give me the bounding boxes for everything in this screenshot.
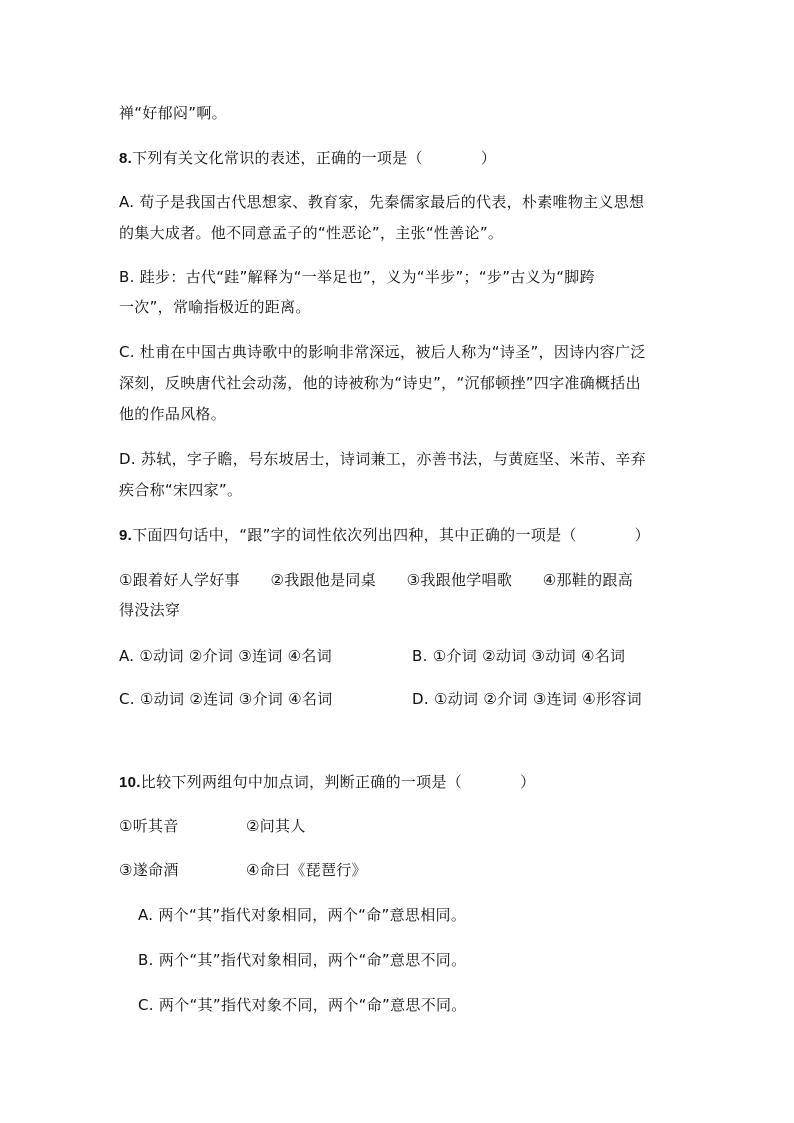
q8-option-b-line2: 一次”，常喻指极近的距离。 [119, 298, 311, 316]
question-10-text: 比较下列两组句中加点词，判断正确的一项是（ [140, 773, 463, 791]
question-8-text: 下列有关文化常识的表述，正确的一项是（ [132, 149, 423, 167]
q9-option-c: C. ①动词 ②连词 ③介词 ④名词 [119, 690, 333, 708]
q8-option-a-line2: 的集大成者。他不同意孟子的“性恶论”，主张“性善论”。 [119, 224, 504, 242]
q9-option-a: A. ①动词 ②介词 ③连词 ④名词 [119, 647, 333, 665]
q10-item-3: ③遂命酒 [119, 861, 179, 879]
question-8-close: ） [480, 149, 497, 167]
q8-option-a-line1: A. 荀子是我国古代思想家、教育家，先秦儒家最后的代表，朴素唯物主义思想 [119, 193, 645, 211]
q9-option-b: B. ①介词 ②动词 ③动词 ④名词 [412, 647, 626, 665]
question-10-stem [119, 772, 535, 793]
q10-option-b: B. 两个“其”指代对象相同，两个“命”意思不同。 [138, 951, 467, 969]
q9-sentences-line2: 得没法穿 [119, 601, 181, 619]
q10-item-4: ④命曰《琵琶行》 [246, 861, 367, 879]
question-9-stem [119, 525, 650, 546]
question-9-number: 9. [119, 527, 133, 544]
q8-option-b-line1: B. 跬步：古代“跬”解释为“一举足也”，义为“半步”；“步”古义为“脚跨 [119, 268, 595, 286]
question-9-text: 下面四句话中，“跟”字的词性依次列出四种，其中正确的一项是（ [132, 526, 577, 544]
q10-option-a: A. 两个“其”指代对象相同，两个“命”意思相同。 [138, 906, 467, 924]
q9-option-d: D. ①动词 ②介词 ③连词 ④形容词 [412, 690, 642, 708]
question-10-number: 10. [119, 774, 141, 791]
q9-sentences-line1: ①跟着好人学好事 ②我跟他是同桌 ③我跟他学唱歌 ④那鞋的跟高 [119, 571, 633, 589]
q8-option-d-line1: D. 苏轼，字子瞻，号东坡居士，诗词兼工，亦善书法，与黄庭坚、米芾、辛弃 [119, 450, 646, 468]
q8-option-c-line2: 深刻，反映唐代社会动荡，他的诗被称为“诗史”，“沉郁顿挫”四字准确概括出 [119, 374, 641, 392]
question-9-close: ） [634, 526, 650, 544]
question-8-stem [119, 148, 496, 169]
q8-option-d-line2: 疾合称“宋四家”。 [119, 481, 243, 499]
intro-tail-text: 禅“好郁闷”啊。 [119, 104, 227, 122]
q8-option-c-line3: 他的作品风格。 [119, 405, 227, 423]
question-8-number: 8. [119, 150, 133, 167]
q8-option-c-line1: C. 杜甫在中国古典诗歌中的影响非常深远，被后人称为“诗圣”，因诗内容广泛 [119, 343, 646, 361]
q10-item-2: ②问其人 [246, 817, 306, 835]
question-10-close: ） [520, 773, 536, 791]
q10-item-1: ①听其音 [119, 817, 179, 835]
q10-option-c: C. 两个“其”指代对象不同，两个“命”意思不同。 [138, 996, 467, 1014]
